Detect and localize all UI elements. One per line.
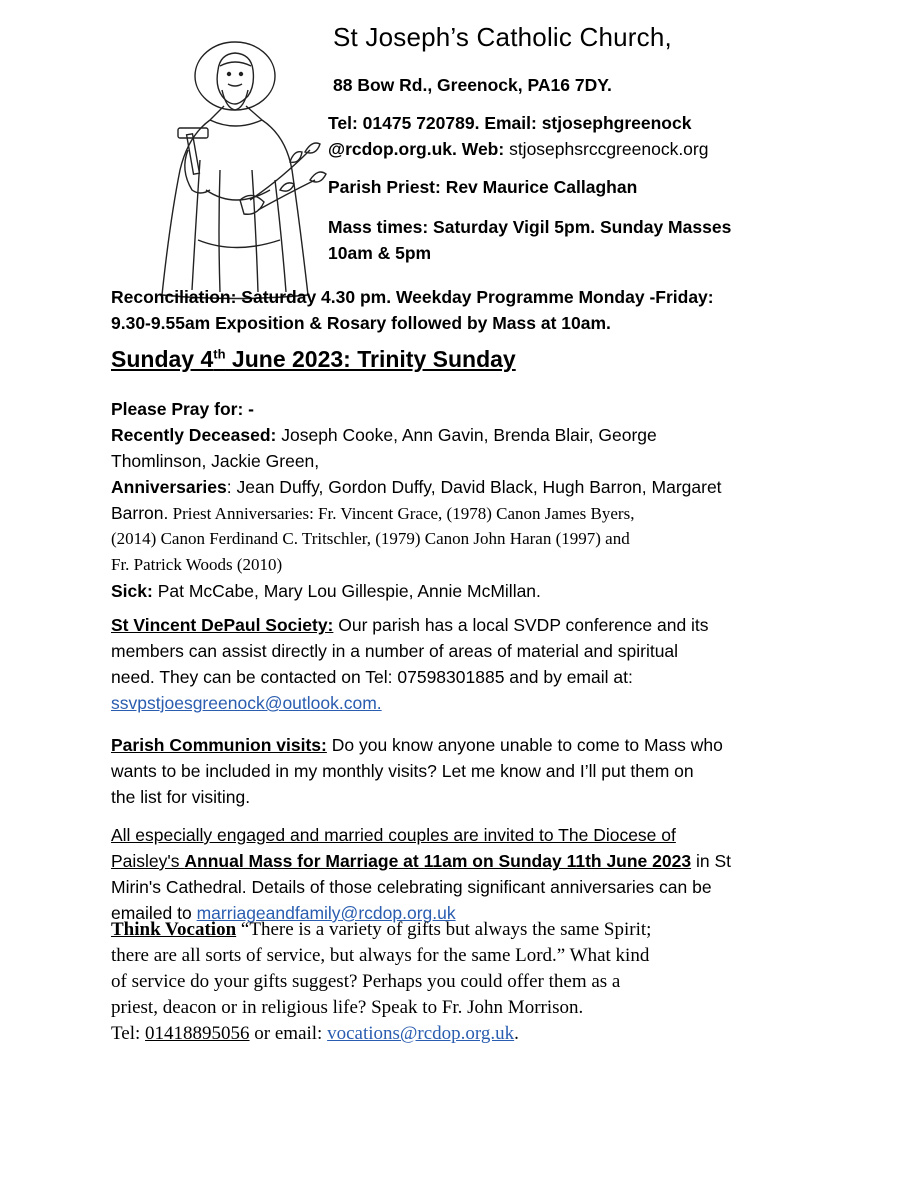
anniversaries-line-1: [111, 474, 722, 500]
communion-line-2: wants to be included in my monthly visits? Let me know and I’ll put them on: [111, 761, 694, 781]
heading-text-rest: June 2023: Trinity Sunday: [225, 346, 516, 372]
reconciliation-line-2: 9.30-9.55am Exposition & Rosary followed by Mass at 10am.: [111, 313, 611, 333]
communion-line-3: the list for visiting.: [111, 787, 251, 807]
vocation-phone-link[interactable]: 01418895056: [145, 1023, 250, 1044]
vocation-quote: “There is a variety of gifts but always the same Spirit;: [236, 919, 652, 940]
reconciliation-line-1: Reconciliation: Saturday 4.30 pm. Weekday Programme Monday -Friday:: [111, 287, 714, 307]
svdp-section: [111, 612, 709, 716]
svdp-line-1: [111, 612, 709, 638]
vocation-tel-prefix: Tel:: [111, 1023, 146, 1044]
marriage-text-c: in St: [691, 851, 731, 871]
vocation-line-3: of service do your gifts suggest? Perhaps you could offer them as a: [111, 971, 621, 992]
vocation-end: .: [514, 1023, 519, 1044]
svdp-label: St Vincent DePaul Society:: [111, 615, 334, 635]
heading-text: Sunday 4: [111, 346, 214, 372]
vocation-line-2: there are all sorts of service, but always for the same Lord.” What kind: [111, 945, 650, 966]
mass-times-line-1: Mass times: Saturday Vigil 5pm. Sunday Masses: [328, 217, 732, 237]
anniversaries-names: : Jean Duffy, Gordon Duffy, David Black, Hugh Barron, Margaret: [226, 477, 722, 497]
priest-anniversaries: Priest Anniversaries: Fr. Vincent Grace, (1978) Canon James Byers,: [168, 504, 635, 523]
marriage-email-link[interactable]: marriageandfamily@rcdop.org.uk: [196, 903, 456, 923]
svdp-email-link[interactable]: ssvpstjoesgreenock@outlook.com.: [111, 693, 382, 713]
church-name: St Joseph’s Catholic Church,: [333, 22, 672, 52]
deceased-line-2: Thomlinson, Jackie Green,: [111, 451, 320, 471]
communion-label: Parish Communion visits:: [111, 735, 327, 755]
marriage-line-3: Mirin's Cathedral. Details of those celebrating significant anniversaries can be: [111, 877, 712, 897]
parish-priest: Parish Priest: Rev Maurice Callaghan: [328, 177, 638, 197]
marriage-event: Annual Mass for Marriage at 11am on Sunday 11th June 2023: [184, 851, 692, 871]
mass-times-line-2: 10am & 5pm: [328, 243, 432, 263]
deceased-names: Joseph Cooke, Ann Gavin, Brenda Blair, George: [276, 425, 657, 445]
deceased-label: Recently Deceased:: [111, 425, 277, 445]
website-text: stjosephsrccgreenock.org: [504, 139, 709, 159]
prayer-intro: Please Pray for: -: [111, 399, 254, 419]
vocation-email-link[interactable]: vocations@rcdop.org.uk: [327, 1023, 515, 1044]
sick-line: [111, 578, 722, 604]
vocation-label: Think Vocation: [111, 919, 237, 940]
saint-joseph-illustration: [140, 40, 330, 300]
contact-line-2: [328, 136, 708, 162]
vocation-section: [111, 917, 651, 1047]
sick-label: Sick:: [111, 581, 153, 601]
anniversaries-line-2: [111, 500, 722, 526]
contact-email-domain: @rcdop.org.uk. Web:: [328, 139, 505, 159]
marriage-section: [111, 822, 731, 926]
communion-text: Do you know anyone unable to come to Mass who: [326, 735, 723, 755]
communion-line-1: [111, 732, 723, 758]
svdp-text: Our parish has a local SVDP conference and its: [333, 615, 709, 635]
contact-line-1: Tel: 01475 720789. Email: stjosephgreenock: [328, 113, 692, 133]
svdp-line-3: need. They can be contacted on Tel: 07598301885 and by email at:: [111, 667, 633, 687]
anniversaries-line-3: (2014) Canon Ferdinand C. Tritschler, (1979) Canon John Haran (1997) and: [111, 529, 630, 548]
vocation-mid: or email:: [249, 1023, 328, 1044]
church-address: 88 Bow Rd., Greenock, PA16 7DY.: [333, 75, 612, 95]
anniversaries-line-4: Fr. Patrick Woods (2010): [111, 555, 283, 574]
vocation-line-5: [111, 1021, 651, 1047]
anniversaries-names-cont: Barron.: [111, 503, 169, 523]
marriage-text-d: emailed to: [111, 903, 197, 923]
vocation-line-4: priest, deacon or in religious life? Speak to Fr. John Morrison.: [111, 997, 584, 1018]
sick-names: Pat McCabe, Mary Lou Gillespie, Annie McMillan.: [152, 581, 541, 601]
prayer-section: [111, 396, 722, 604]
vocation-line-1: [111, 917, 651, 943]
marriage-line-2: [111, 848, 731, 874]
communion-section: [111, 732, 723, 810]
marriage-text-a: Paisley's: [111, 851, 185, 871]
anniversaries-label: Anniversaries: [111, 477, 227, 497]
marriage-line-1: All especially engaged and married couples are invited to The Diocese of: [111, 825, 676, 845]
heading-superscript: th: [213, 346, 226, 362]
bulletin-heading: [111, 346, 516, 373]
deceased-line-1: [111, 422, 722, 448]
svdp-line-2: members can assist directly in a number of areas of material and spiritual: [111, 641, 679, 661]
